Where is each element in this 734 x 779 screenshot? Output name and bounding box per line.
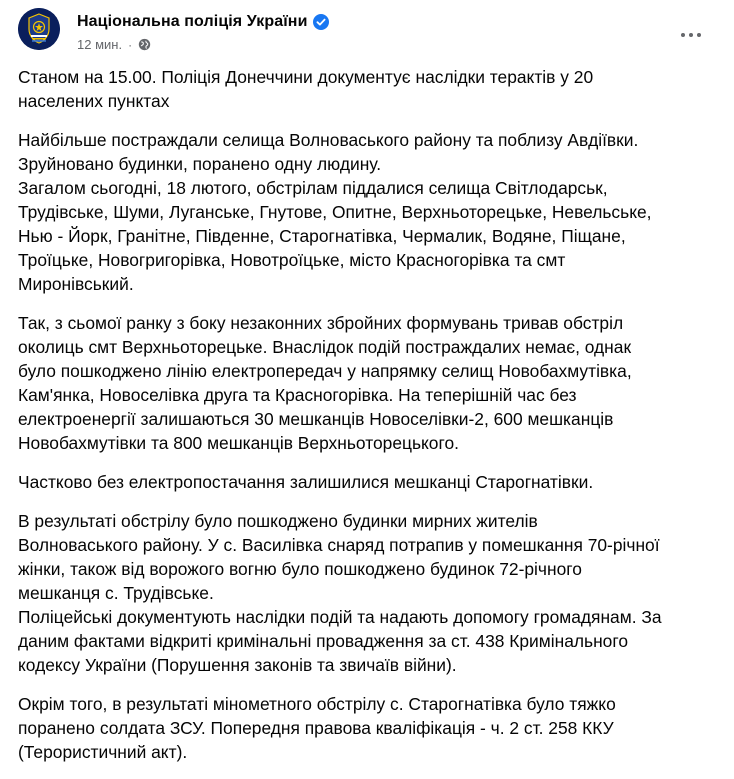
more-options-icon[interactable] <box>674 24 708 46</box>
text-line: даним фактами відкриті кримінальні провадження за ст. 438 Кримінального <box>18 631 628 651</box>
post-meta <box>77 37 151 52</box>
meta-separator: · <box>128 37 133 52</box>
post-paragraph <box>18 509 718 677</box>
post-timestamp[interactable]: 12 мин. <box>77 37 123 52</box>
text-line: Найбільше постраждали селища Волноваського району та поблизу Авдіївки. <box>18 130 639 150</box>
more-dot <box>697 33 701 37</box>
text-line: поранено солдата ЗСУ. Попередня правова кваліфікація - ч. 2 ст. 258 ККУ <box>18 718 614 738</box>
post-paragraph <box>18 311 718 455</box>
text-line: кодексу України (Порушення законів та звичаїв війни). <box>18 655 457 675</box>
text-line: Загалом сьогодні, 18 лютого, обстрілам піддалися селища Світлодарськ, <box>18 178 608 198</box>
text-line: Зруйновано будинки, поранено одну людину. <box>18 154 382 174</box>
text-line: Поліцейські документують наслідки подій та надають допомогу громадянам. За <box>18 607 662 627</box>
text-line: (Терористичний акт). <box>18 742 188 762</box>
text-line: Нью - Йорк, Гранітне, Південне, Старогнатівка, Чермалик, Водяне, Піщане, <box>18 226 626 246</box>
text-line: жінки, також від ворожого вогню було пошкоджено будинок 72-річного <box>18 559 582 579</box>
text-line: В результаті обстрілу було пошкоджено будинки мирних жителів <box>18 511 538 531</box>
text-line: околиць смт Верхньоторецьке. Внаслідок подій постраждалих немає, однак <box>18 337 632 357</box>
author-name[interactable]: Національна поліція України <box>77 13 308 30</box>
text-line: Частково без електропостачання залишилися мешканці Старогнатівки. <box>18 472 594 492</box>
author-row <box>77 13 329 31</box>
post-text <box>18 65 718 779</box>
text-line: Так, з сьомої ранку з боку незаконних збройних формувань тривав обстріл <box>18 313 624 333</box>
text-line: електроенергії залишаються 30 мешканців Новоселівки-2, 600 мешканців <box>18 409 614 429</box>
text-line: Троїцьке, Новогригорівка, Новотроїцьке, місто Красногорівка та смт <box>18 250 566 270</box>
text-line: Кам'янка, Новоселівка друга та Красногорівка. На теперішній час без <box>18 385 577 405</box>
globe-icon[interactable] <box>138 38 151 51</box>
post-paragraph <box>18 470 718 494</box>
police-emblem-avatar[interactable] <box>18 8 60 50</box>
text-line: Миронівський. <box>18 274 134 294</box>
post-paragraph <box>18 128 718 296</box>
text-line: було пошкоджено лінію електропередач у напрямку селищ Новобахмутівка, <box>18 361 632 381</box>
text-line: Трудівське, Шуми, Луганське, Гнутове, Опитне, Верхньоторецьке, Невельське, <box>18 202 652 222</box>
text-line: населених пунктах <box>18 91 170 111</box>
post-paragraph <box>18 65 718 113</box>
text-line: Станом на 15.00. Поліція Донеччини документує наслідки терактів у 20 <box>18 67 594 87</box>
text-line: Новобахмутівки та 800 мешканців Верхньоторецького. <box>18 433 459 453</box>
text-line: мешканця с. Трудівське. <box>18 583 214 603</box>
more-dot <box>689 33 693 37</box>
verified-badge-icon <box>313 14 329 30</box>
more-dot <box>681 33 685 37</box>
post-paragraph <box>18 692 718 764</box>
text-line: Окрім того, в результаті мінометного обстрілу с. Старогнатівка було тяжко <box>18 694 616 714</box>
text-line: Волноваського району. У с. Василівка снаряд потрапив у помешкання 70-річної <box>18 535 660 555</box>
post-header <box>18 8 718 56</box>
